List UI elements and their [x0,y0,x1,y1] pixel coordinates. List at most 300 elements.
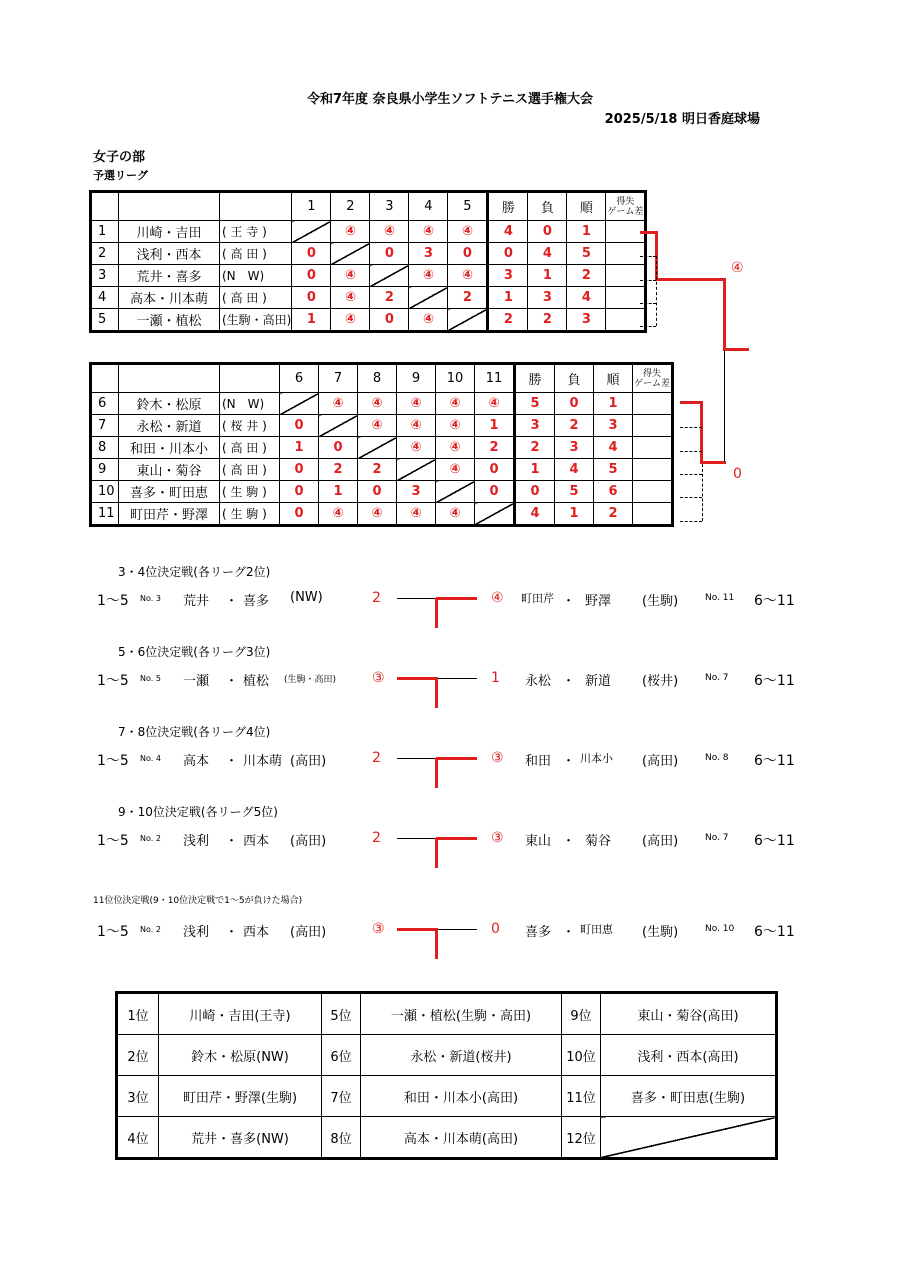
connector-line [680,427,702,428]
left-club: (高田) [290,925,327,940]
left-player1: 荒井 [183,594,210,609]
lose-count: 5 [555,481,594,503]
win-count: 2 [515,437,555,459]
left-score: ③ [372,921,385,937]
dot-separator: ・ [562,834,576,849]
dot-separator: ・ [225,674,239,689]
match-score: ④ [358,415,397,437]
team-club: ( 生 駒 ) [220,503,280,526]
diagonal-cell [292,221,331,243]
diagonal-cell [436,481,475,503]
match-score: ④ [397,415,436,437]
right-score: ④ [491,590,504,606]
team-club: ( 高 田 ) [220,243,292,265]
left-score: 2 [372,830,381,846]
match-score: ④ [319,393,358,415]
bracket-line [397,598,438,599]
match-score: 0 [475,459,515,481]
win-count: 4 [515,503,555,526]
rank-label: 10位 [562,1035,601,1076]
diagonal-cell [370,265,409,287]
rank-label: 7位 [322,1076,361,1117]
match-score: ④ [397,437,436,459]
rank-value: 4 [594,437,633,459]
game-diff [633,415,673,437]
dot-separator: ・ [225,754,239,769]
results-row [117,1076,777,1117]
match-score: ④ [436,459,475,481]
game-diff [606,287,646,309]
game-diff [633,393,673,415]
header-cell [119,192,220,221]
team-number: 5 [91,309,119,332]
bracket-line [723,348,749,351]
right-club: (生駒) [642,594,679,609]
right-player2: 川本小 [580,752,613,765]
league-row [91,393,673,415]
team-club: (N W) [220,393,280,415]
team-name: 浅利・西本 [119,243,220,265]
match-score: 2 [358,459,397,481]
team-result: 高本・川本萌(高田) [361,1117,562,1159]
league-row [91,309,646,332]
final-bottom-score: 0 [733,466,742,482]
col-header: 3 [370,192,409,221]
connector-line [680,521,702,522]
diagonal-cell [358,437,397,459]
league-row [91,415,673,437]
connector-line [702,464,703,521]
team-club: ( 高 田 ) [220,459,280,481]
bracket-line [435,598,438,628]
rank-value: 2 [594,503,633,526]
rank-label: 8位 [322,1117,361,1159]
bracket-line [436,837,477,840]
final-results-table [115,991,778,1160]
diagonal-cell [280,393,319,415]
header-cell [91,192,119,221]
team-number: 10 [91,481,119,503]
league-row [91,481,673,503]
win-count: 0 [515,481,555,503]
win-count: 3 [488,265,528,287]
match-score: ④ [319,503,358,526]
right-no: No. 10 [705,924,735,934]
team-club: (生駒・高田) [220,309,292,332]
bracket-line [700,401,703,463]
left-no: No. 3 [140,594,161,603]
game-diff [606,265,646,287]
rank-label: 3位 [117,1076,159,1117]
right-range: 6～11 [754,593,795,609]
dot-separator: ・ [225,925,239,940]
rank-label: 6位 [322,1035,361,1076]
left-no: No. 2 [140,834,161,843]
header-cell [220,364,280,393]
match-score: 2 [319,459,358,481]
bracket-line [680,401,702,404]
bracket-line [397,928,438,931]
header-cell [220,192,292,221]
team-number: 3 [91,265,119,287]
game-diff [606,309,646,332]
bracket-line [640,231,656,234]
team-name: 高本・川本萌 [119,287,220,309]
left-score: 2 [372,750,381,766]
match-score: ④ [448,265,488,287]
bracket-line [436,678,477,679]
left-player1: 高本 [183,754,210,769]
team-name: 川崎・吉田 [119,221,220,243]
rank-value: 5 [567,243,606,265]
dot-separator: ・ [562,594,576,609]
match-score: ④ [475,393,515,415]
col-header: 9 [397,364,436,393]
match-score: ④ [397,393,436,415]
bracket-line [436,757,477,760]
team-result: 一瀬・植松(生駒・高田) [361,993,562,1035]
right-range: 6～11 [754,924,795,940]
rank-value: 5 [594,459,633,481]
game-diff [633,459,673,481]
match-score: 0 [475,481,515,503]
match-score: ④ [409,221,448,243]
team-result: 東山・菊谷(高田) [601,993,777,1035]
right-range: 6～11 [754,833,795,849]
dot-separator: ・ [225,834,239,849]
dot-separator: ・ [562,754,576,769]
left-no: No. 2 [140,925,161,934]
rank-value: 1 [594,393,633,415]
team-number: 11 [91,503,119,526]
lose-count: 4 [528,243,567,265]
col-header: 6 [280,364,319,393]
match-score: 3 [397,481,436,503]
team-number: 1 [91,221,119,243]
match-score: 0 [280,459,319,481]
match-score: 0 [280,481,319,503]
bracket-line [436,597,477,600]
bracket-line [435,929,438,959]
league-a-table [89,190,647,333]
left-range: 1～5 [97,924,129,940]
left-club: (NW) [290,590,323,605]
win-count: 4 [488,221,528,243]
right-no: No. 7 [705,673,729,683]
team-number: 4 [91,287,119,309]
match-score: 1 [475,415,515,437]
match-score: ④ [436,437,475,459]
left-range: 1～5 [97,753,129,769]
left-score: 2 [372,590,381,606]
right-player1: 永松 [525,674,552,689]
match-title: 7・8位決定戦(各リーグ4位) [118,725,271,739]
win-count: 1 [488,287,528,309]
rank-header: 順 [594,364,633,393]
diagonal-cell [331,243,370,265]
game-diff [633,481,673,503]
league-row [91,265,646,287]
connector-line [640,303,656,304]
league-b-table [89,362,674,527]
left-player1: 浅利 [183,925,210,940]
right-club: (高田) [642,834,679,849]
bracket-line [655,278,725,281]
rank-label: 5位 [322,993,361,1035]
connector-line [680,497,702,498]
team-result: 鈴木・松原(NW) [159,1035,322,1076]
match-score: ④ [331,287,370,309]
match-score: 0 [370,309,409,332]
col-header: 10 [436,364,475,393]
left-score: ③ [372,670,385,686]
team-name: 和田・川本小 [119,437,220,459]
team-number: 6 [91,393,119,415]
match-score: ④ [370,221,409,243]
league-row [91,287,646,309]
left-range: 1～5 [97,673,129,689]
right-range: 6～11 [754,673,795,689]
team-result: 荒井・喜多(NW) [159,1117,322,1159]
results-row [117,1035,777,1076]
right-club: (桜井) [642,674,679,689]
match-score: 0 [358,481,397,503]
league-row [91,459,673,481]
match-score: 1 [280,437,319,459]
match-score: ④ [331,309,370,332]
lose-count: 2 [528,309,567,332]
win-header: 勝 [488,192,528,221]
win-count: 0 [488,243,528,265]
win-header: 勝 [515,364,555,393]
results-row [117,993,777,1035]
date-venue: 2025/5/18 明日香庭球場 [604,112,760,127]
match-title: 9・10位決定戦(各リーグ5位) [118,805,278,819]
left-player1: 浅利 [183,834,210,849]
left-range: 1～5 [97,833,129,849]
right-player1: 喜多 [525,925,552,940]
rank-label: 1位 [117,993,159,1035]
bracket-line [436,929,477,930]
right-player2: 新道 [585,674,612,689]
col-header: 8 [358,364,397,393]
match-score: ④ [436,415,475,437]
team-club: ( 桜 井 ) [220,415,280,437]
right-no: No. 8 [705,753,729,763]
diagonal-cell [409,287,448,309]
match-score: ④ [409,309,448,332]
rank-header: 順 [567,192,606,221]
dot-separator: ・ [225,594,239,609]
connector-line [680,451,702,452]
bracket-line [723,278,726,350]
left-player2: 西本 [243,925,270,940]
league-row [91,503,673,526]
team-result [601,1117,777,1159]
right-no: No. 11 [705,593,735,603]
match-score: 0 [319,437,358,459]
team-club: ( 高 田 ) [220,437,280,459]
rank-value: 1 [567,221,606,243]
col-header: 5 [448,192,488,221]
left-player1: 一瀬 [183,674,210,689]
rank-value: 2 [567,265,606,287]
team-name: 永松・新道 [119,415,220,437]
match-score: ④ [436,393,475,415]
col-header: 11 [475,364,515,393]
bracket-line [435,758,438,788]
game-diff [633,437,673,459]
left-club: (高田) [290,834,327,849]
team-number: 2 [91,243,119,265]
col-header: 2 [331,192,370,221]
right-score: ③ [491,830,504,846]
match-score: 0 [292,243,331,265]
rank-value: 4 [567,287,606,309]
left-no: No. 5 [140,674,161,683]
rank-value: 3 [594,415,633,437]
results-row [117,1117,777,1159]
team-result: 浅利・西本(高田) [601,1035,777,1076]
lose-count: 2 [555,415,594,437]
rank-label: 11位 [562,1076,601,1117]
right-player2: 菊谷 [585,834,612,849]
win-count: 5 [515,393,555,415]
left-player2: 川本萌 [243,754,283,769]
final-top-score: ④ [731,260,744,276]
left-club: (生駒・高田) [284,675,337,685]
division-label: 女子の部 [93,150,146,165]
match-score: 1 [292,309,331,332]
match-title: 11位位決定戦(9・10位決定戦で1～5が負けた場合) [93,896,303,906]
left-player2: 喜多 [243,594,270,609]
bracket-line [435,678,438,708]
lose-count: 3 [528,287,567,309]
match-score: 1 [319,481,358,503]
match-score: 3 [409,243,448,265]
right-player1: 東山 [525,834,552,849]
right-score: 1 [491,670,500,686]
team-name: 一瀬・植松 [119,309,220,332]
rank-label: 9位 [562,993,601,1035]
match-score: ④ [409,265,448,287]
win-count: 3 [515,415,555,437]
col-header: 4 [409,192,448,221]
team-number: 9 [91,459,119,481]
team-club: (N W) [220,265,292,287]
connector-line [640,256,656,257]
game-diff [606,243,646,265]
right-range: 6～11 [754,753,795,769]
left-player2: 植松 [243,674,270,689]
right-club: (高田) [642,754,679,769]
rank-label: 12位 [562,1117,601,1159]
match-score: 2 [475,437,515,459]
left-club: (高田) [290,754,327,769]
lose-header: 負 [555,364,594,393]
connector-line [640,280,656,281]
connector-line [680,474,702,475]
diagonal-cell [319,415,358,437]
match-score: 0 [448,243,488,265]
team-result: 永松・新道(桜井) [361,1035,562,1076]
bracket-line [397,838,438,839]
match-title: 5・6位決定戦(各リーグ3位) [118,645,271,659]
diff-header: 得失 ゲーム差 [633,364,673,393]
team-club: ( 王 寺 ) [220,221,292,243]
document-title: 令和7年度 奈良県小学生ソフトテニス選手権大会 [306,92,594,107]
match-score: 0 [292,287,331,309]
match-score: 2 [370,287,409,309]
team-name: 荒井・喜多 [119,265,220,287]
match-score: 0 [280,415,319,437]
diagonal-cell [475,503,515,526]
diff-header: 得失 ゲーム差 [606,192,646,221]
team-name: 鈴木・松原 [119,393,220,415]
lose-count: 0 [528,221,567,243]
win-count: 1 [515,459,555,481]
team-name: 町田芹・野澤 [119,503,220,526]
team-name: 東山・菊谷 [119,459,220,481]
match-score: 0 [280,503,319,526]
league-row [91,243,646,265]
right-club: (生駒) [642,925,679,940]
match-score: ④ [331,265,370,287]
bracket-line [397,758,438,759]
win-count: 2 [488,309,528,332]
team-result: 町田芹・野澤(生駒) [159,1076,322,1117]
match-score: ④ [448,221,488,243]
right-player1: 和田 [525,754,552,769]
bracket-line [397,677,438,680]
match-score: 0 [370,243,409,265]
lose-count: 0 [555,393,594,415]
team-name: 喜多・町田恵 [119,481,220,503]
match-score: 0 [292,265,331,287]
match-score: ④ [397,503,436,526]
league-row [91,221,646,243]
rank-value: 3 [567,309,606,332]
lose-count: 3 [555,437,594,459]
left-range: 1～5 [97,593,129,609]
col-header: 1 [292,192,331,221]
lose-count: 4 [555,459,594,481]
bracket-line [435,838,438,868]
match-score: ④ [436,503,475,526]
team-club: ( 高 田 ) [220,287,292,309]
right-player1: 町田芹 [521,592,554,605]
header-cell [119,364,220,393]
col-header: 7 [319,364,358,393]
header-cell [91,364,119,393]
connector-line [656,256,657,326]
right-no: No. 7 [705,833,729,843]
team-result: 川崎・吉田(王寺) [159,993,322,1035]
left-no: No. 4 [140,754,161,763]
connector-line [640,326,656,327]
team-number: 8 [91,437,119,459]
match-score: ④ [358,393,397,415]
diagonal-cell [448,309,488,332]
right-score: ③ [491,750,504,766]
rank-label: 4位 [117,1117,159,1159]
match-score: ④ [358,503,397,526]
bracket-line [700,461,726,464]
lose-header: 負 [528,192,567,221]
dot-separator: ・ [562,674,576,689]
team-result: 和田・川本小(高田) [361,1076,562,1117]
team-club: ( 生 駒 ) [220,481,280,503]
